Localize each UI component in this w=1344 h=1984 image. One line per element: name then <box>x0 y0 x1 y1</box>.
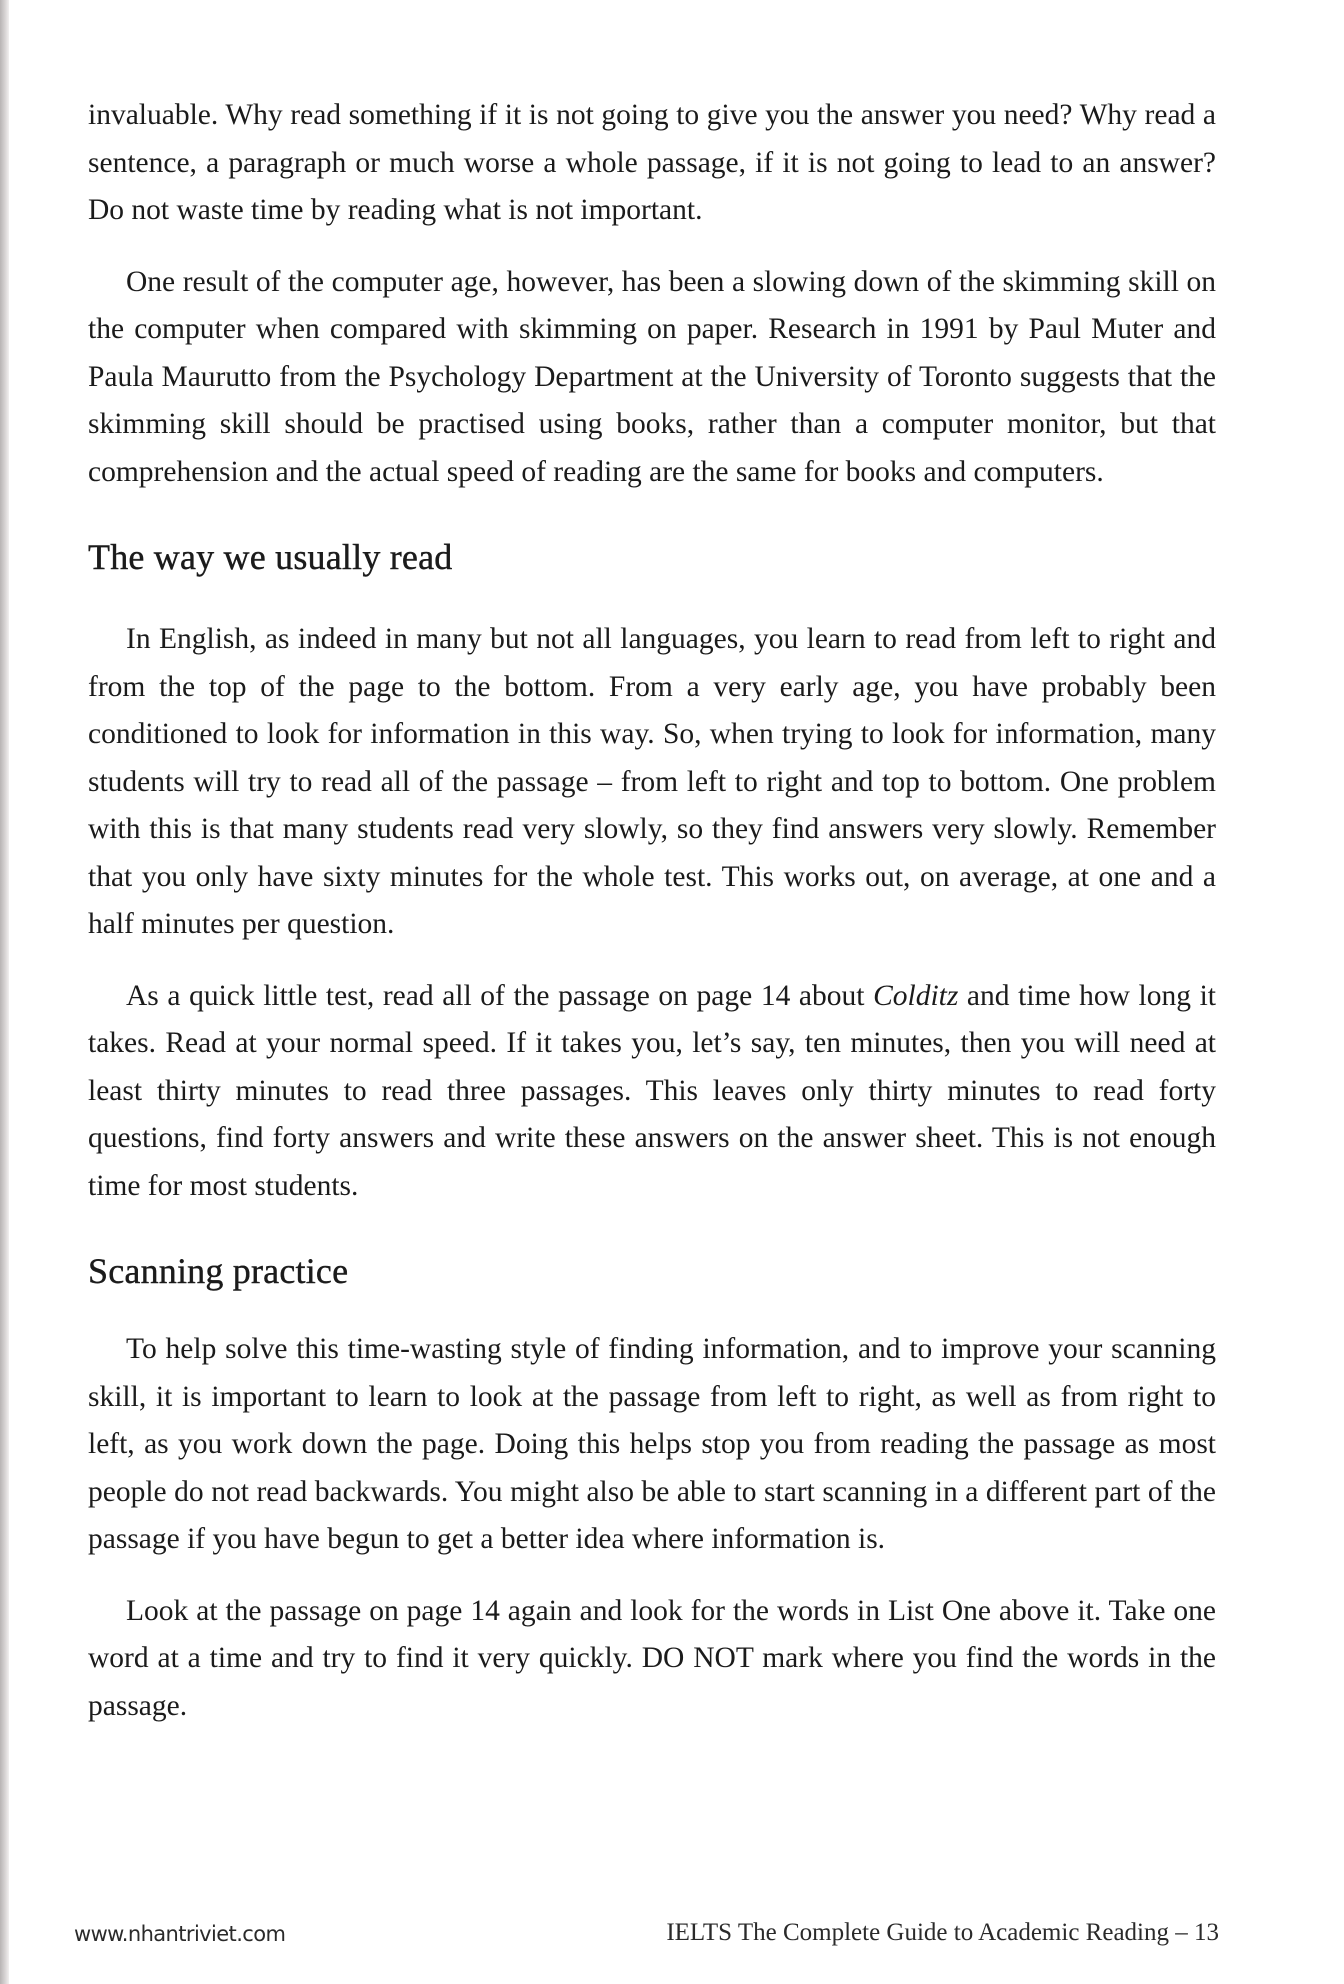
scan-edge-shadow <box>0 0 9 1984</box>
section-heading-scanning-practice: Scanning practice <box>88 1251 349 1291</box>
paragraph-continued: invaluable. Why read something if it is not going to give you the answer you need? Why read a sentence, a paragraph or much worse a whole passage, if it is not going to lead to an answer? Do not waste time by reading what is not important. <box>88 99 1216 226</box>
text-segment: As a quick little test, read all of the passage on page 14 about <box>126 979 874 1012</box>
paragraph-left-to-right: In English, as indeed in many but not all languages, you learn to read from left to right and from the top of the page to the bottom. From a very early age, you have probably been conditioned to look for information in this way. So, when trying to look for information, many students will try to read all of the passage – from left to right and top to bottom. One problem with this is that many students read very slowly, so they find answers very slowly. Remember that you only have sixty minutes for the whole test. This works out, on average, at one and a half minutes per question. <box>88 623 1216 940</box>
text-segment: and time how long it takes. Read at your normal speed. If it takes you, let’s say, ten minutes, then you will need at least thirty minutes to read three passages. This leaves only thirty minutes to read forty questions, find forty answers and write these answers on the answer sheet. This is not enough time for most students. <box>88 979 1216 1202</box>
italic-title-colditz: Colditz <box>873 979 959 1012</box>
paragraph-scanning-skill: To help solve this time-wasting style of finding information, and to improve your scanning skill, it is important to learn to look at the passage from left to right, as well as from right to left, as you work down the page. Doing this helps stop you from reading the passage as most people do not read backwards. You might also be able to start scanning in a different part of the passage if you have begun to get a better idea where information is. <box>88 1333 1216 1555</box>
footer-website: www.nhantriviet.com <box>74 1922 286 1946</box>
paragraph-computer-age: One result of the computer age, however, has been a slowing down of the skimming skill on the computer when compared with skimming on paper. Research in 1991 by Paul Muter and Paula Maurutto from the Psychology Department at the University of Toronto suggests that the skimming skill should be practised using books, rather than a computer monitor, but that comprehension and the actual speed of reading are the same for books and computers. <box>88 265 1216 488</box>
footer-running-title: IELTS The Complete Guide to Academic Reading – 13 <box>666 1919 1219 1946</box>
section-heading-way-we-read: The way we usually read <box>88 537 453 577</box>
paragraph-list-one: Look at the passage on page 14 again and look for the words in List One above it. Take one word at a time and try to find it very quickly. DO NOT mark where you find the words in the passage. <box>88 1594 1216 1722</box>
book-page <box>88 92 1216 1730</box>
paragraph-quick-test <box>88 973 1216 1211</box>
